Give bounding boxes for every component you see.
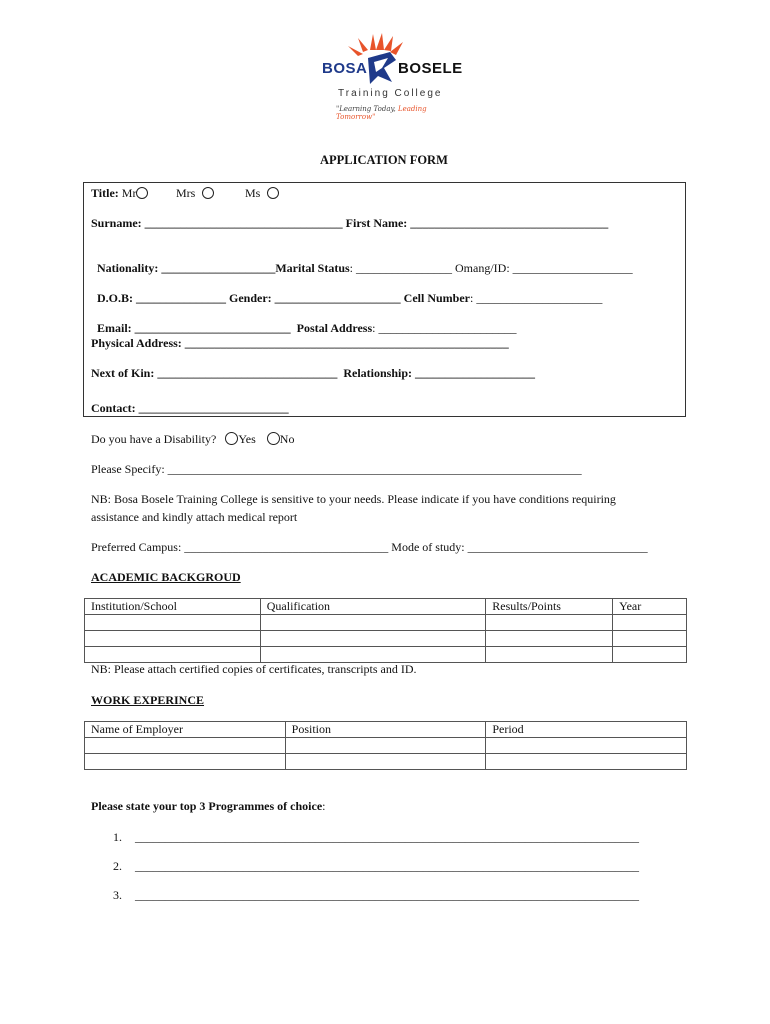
programme-choice-3[interactable]: ____________________________________________________________________________________ <box>135 888 639 902</box>
surname-firstname-row[interactable]: Surname: _________________________________ First Name: _________________________________ <box>91 216 609 230</box>
programme-number: 2. <box>113 859 122 873</box>
programme-number: 3. <box>113 888 122 902</box>
table-row <box>85 615 687 631</box>
disability-yes-label: Yes <box>238 432 256 446</box>
tagline-part-2: Leading Tomorrow" <box>336 105 427 121</box>
table-cell[interactable] <box>260 615 486 631</box>
header-qualification: Qualification <box>260 599 486 615</box>
disability-yes-radio[interactable] <box>225 432 238 445</box>
programme-choice-1[interactable]: ____________________________________________________________________________________ <box>135 830 639 844</box>
header-period: Period <box>486 722 687 738</box>
table-cell[interactable] <box>486 631 613 647</box>
table-cell[interactable] <box>85 615 261 631</box>
dob-row[interactable] <box>91 276 602 306</box>
next-of-kin-row[interactable]: Next of Kin: ______________________________ Relationship: ____________________ <box>91 366 535 380</box>
header-institution: Institution/School <box>85 599 261 615</box>
logo-word-bosele: BOSELE <box>398 60 463 77</box>
email-postal-label: Email: __________________________ Postal Address <box>97 321 373 335</box>
table-row <box>85 754 687 770</box>
title-label: Title: <box>91 186 119 200</box>
work-heading: WORK EXPERINCE <box>91 693 205 707</box>
email-row[interactable] <box>91 306 516 336</box>
disability-nb-line-1: NB: Bosa Bosele Training College is sensitive to your needs. Please indicate if you have conditions requiring <box>91 492 616 506</box>
header-year: Year <box>613 599 687 615</box>
table-row <box>85 599 687 615</box>
title-mr-radio[interactable] <box>136 187 148 199</box>
gender-cell-label: : _______________ Gender: _____________________ Cell Number <box>129 291 470 305</box>
programme-choice-2[interactable]: ____________________________________________________________________________________ <box>135 859 639 873</box>
programme-number: 1. <box>113 830 122 844</box>
table-cell[interactable] <box>260 647 486 663</box>
sunburst-icon <box>318 28 468 88</box>
physical-address-row[interactable]: Physical Address: ______________________________________________________ <box>91 336 509 350</box>
table-row <box>85 647 687 663</box>
academic-heading: ACADEMIC BACKGROUD <box>91 570 241 584</box>
header-position: Position <box>285 722 486 738</box>
title-mrs-group <box>176 186 214 201</box>
programmes-heading <box>91 799 326 814</box>
dob-label: D.O.B <box>97 291 130 305</box>
table-cell[interactable] <box>613 647 687 663</box>
work-table <box>84 721 687 770</box>
college-logo <box>318 28 468 121</box>
nationality-marital-label: Nationality: ___________________Marital Status <box>97 261 350 275</box>
table-row <box>85 738 687 754</box>
table-cell[interactable] <box>260 631 486 647</box>
table-cell[interactable] <box>613 615 687 631</box>
table-cell[interactable] <box>486 615 613 631</box>
title-ms-group <box>245 186 279 201</box>
header-results: Results/Points <box>486 599 613 615</box>
title-row <box>91 186 148 201</box>
programmes-heading-colon: : <box>322 799 326 813</box>
disability-nb-line-2: assistance and kindly attach medical report <box>91 510 298 524</box>
title-ms-radio[interactable] <box>267 187 279 199</box>
title-mrs-radio[interactable] <box>202 187 214 199</box>
form-title: APPLICATION FORM <box>320 153 448 167</box>
table-cell[interactable] <box>85 631 261 647</box>
table-cell[interactable] <box>486 647 613 663</box>
postal-address-field: : _______________________ <box>372 321 517 335</box>
table-cell[interactable] <box>486 738 687 754</box>
tagline-part-1: "Learning Today, <box>336 105 398 113</box>
table-cell[interactable] <box>85 738 286 754</box>
title-mrs-label: Mrs <box>176 186 196 200</box>
disability-no-radio[interactable] <box>267 432 280 445</box>
logo-tagline <box>336 105 468 121</box>
title-mr-label: Mr <box>121 186 137 200</box>
table-cell[interactable] <box>85 647 261 663</box>
table-row <box>85 631 687 647</box>
disability-question-row <box>91 432 294 447</box>
disability-specify-row[interactable]: Please Specify: _____________________________________________________________________ <box>91 462 582 476</box>
campus-mode-row[interactable]: Preferred Campus: __________________________________ Mode of study: ______________________________ <box>91 540 648 554</box>
nationality-row[interactable] <box>91 246 633 276</box>
academic-table <box>84 598 687 663</box>
disability-question: Do you have a Disability? <box>91 432 217 446</box>
logo-word-bosa: BOSA <box>322 60 368 77</box>
marital-omang-field: : ________________ Omang/ID: ____________________ <box>349 261 633 275</box>
programmes-heading-text: Please state your top 3 Programmes of choice <box>91 799 323 813</box>
table-cell[interactable] <box>486 754 687 770</box>
table-cell[interactable] <box>85 754 286 770</box>
table-cell[interactable] <box>285 738 486 754</box>
academic-nb: NB: Please attach certified copies of certificates, transcripts and ID. <box>91 662 417 676</box>
table-cell[interactable] <box>613 631 687 647</box>
table-cell[interactable] <box>285 754 486 770</box>
cell-number-field: : _____________________ <box>470 291 603 305</box>
disability-no-label: No <box>279 432 295 446</box>
header-employer: Name of Employer <box>85 722 286 738</box>
logo-subtitle: Training College <box>338 88 443 99</box>
title-ms-label: Ms <box>245 186 261 200</box>
contact-row[interactable]: Contact: _________________________ <box>91 401 289 415</box>
table-row <box>85 722 687 738</box>
